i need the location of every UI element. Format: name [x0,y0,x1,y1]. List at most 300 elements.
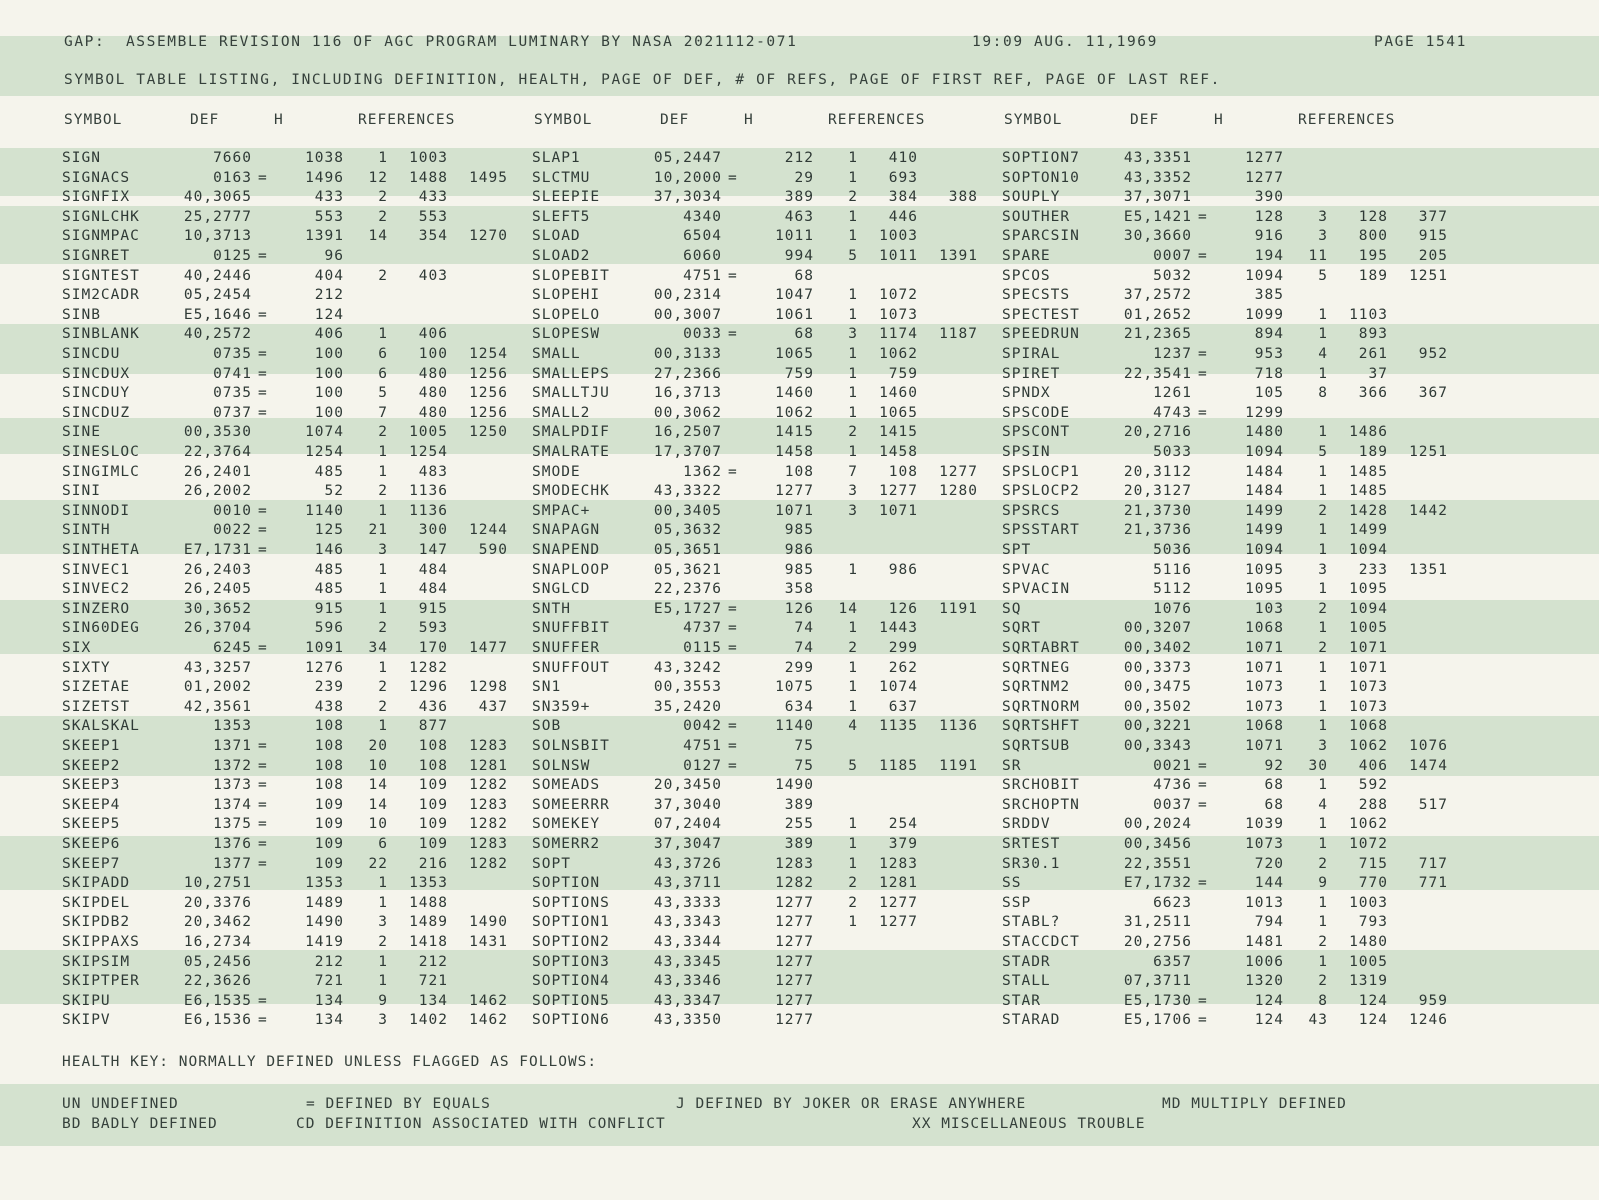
symbol-name: SNTH [532,600,571,617]
health-flag: = [258,1012,268,1029]
health-flag: = [258,346,268,362]
def-page: 68 [794,326,814,343]
symbol-name: SINVEC2 [62,581,131,598]
first-ref-page: 1136 [409,483,448,500]
last-ref-page: 1246 [1409,1012,1448,1029]
symbol-name: SOMERR2 [532,836,601,852]
symbol-name: SPSLOCP2 [1002,483,1080,500]
health-flag: = [258,796,268,813]
def-page: 299 [784,659,814,676]
symbol-name: SINCDUY [62,385,131,402]
first-ref-page: 406 [418,326,448,343]
first-ref-page: 986 [888,561,918,578]
def-value: 1375 [213,816,252,833]
def-value: 00,3405 [653,502,722,519]
def-page: 92 [1264,757,1284,774]
ref-count: 2 [378,267,388,284]
symbol-name: SQRTNM2 [1002,679,1071,696]
symbol-name: SOPTION5 [532,992,610,1009]
ref-count: 1 [1318,581,1328,598]
def-value: 00,2024 [1123,816,1192,833]
first-ref-page: 877 [418,718,448,735]
ref-count: 5 [1318,267,1328,284]
first-ref-page: 1094 [1349,600,1388,617]
last-ref-page: 1256 [469,365,508,382]
last-ref-page: 915 [1418,228,1448,245]
health-flag: = [258,855,268,872]
symbol-name: SIZETST [62,698,131,715]
first-ref-page: 1353 [409,875,448,892]
ref-count: 5 [378,385,388,402]
symbol-name: SKIPPAXS [62,934,140,950]
def-page: 916 [1254,228,1284,245]
first-ref-page: 1094 [1349,542,1388,558]
ref-count: 1 [848,444,858,460]
last-ref-page: 1283 [469,796,508,813]
symbol-name: STABL? [1002,914,1061,931]
def-value: 5032 [1153,267,1192,284]
def-value: 25,2777 [183,208,252,225]
ref-count: 2 [848,640,858,656]
health-flag: = [258,777,268,794]
health-flag: = [728,757,738,774]
def-page: 1419 [305,934,344,950]
symbol-name: SPSSTART [1002,522,1080,539]
symbol-name: SINESLOC [62,444,140,460]
def-page: 144 [1254,875,1284,892]
def-value: 26,3704 [183,620,252,637]
symbol-name: SIGNFIX [62,189,131,206]
def-value: 30,3652 [183,600,252,617]
first-ref-page: 1485 [1349,483,1388,500]
first-ref-page: 1003 [409,150,448,166]
ref-count: 3 [1318,228,1328,245]
symbol-name: SNUFFOUT [532,659,610,676]
def-value: 4751 [683,267,722,284]
ref-count: 21 [368,522,388,539]
def-page: 1062 [775,404,814,421]
last-ref-page: 1191 [939,600,978,617]
def-page: 390 [1254,189,1284,206]
last-ref-page: 1250 [469,424,508,441]
ref-count: 22 [368,855,388,872]
def-page: 109 [314,796,344,813]
first-ref-page: 261 [1358,346,1388,362]
symbol-name: SPARE [1002,248,1051,264]
symbol-name: STACCDCT [1002,934,1080,950]
ref-count: 1 [848,404,858,421]
ref-count: 1 [848,150,858,166]
symbol-name: SN359+ [532,698,591,715]
symbol-name: SKEEP5 [62,816,121,833]
def-value: 27,2366 [653,365,722,382]
def-value: 43,3711 [653,875,722,892]
def-page: 994 [784,248,814,264]
first-ref-page: 1174 [879,326,918,343]
def-value: 43,3242 [653,659,722,676]
last-ref-page: 1442 [1409,502,1448,519]
symbol-name: SMALRATE [532,444,610,460]
first-ref-page: 189 [1358,444,1388,460]
def-value: 21,3736 [1123,522,1192,539]
ref-count: 1 [848,561,858,578]
symbol-name: SKIPU [62,992,111,1009]
symbol-name: SMODECHK [532,483,610,500]
first-ref-page: 1072 [879,287,918,304]
last-ref-page: 1136 [939,718,978,735]
def-page: 721 [314,973,344,990]
def-value: 00,3475 [1123,679,1192,696]
symbol-name: SNAPAGN [532,522,601,539]
symbol-name: SNAPEND [532,542,601,558]
ref-count: 1 [848,365,858,382]
ref-count: 1 [378,659,388,676]
def-value: 10,3713 [183,228,252,245]
ref-count: 1 [378,150,388,166]
ref-count: 1 [378,600,388,617]
def-page: 1489 [305,894,344,911]
ref-count: 1 [1318,894,1328,911]
health-key-joker: J DEFINED BY JOKER OR ERASE ANYWHERE [676,1096,1027,1112]
ref-count: 3 [378,914,388,931]
ref-count: 1 [848,914,858,931]
health-key-bd: BD BADLY DEFINED [62,1116,218,1132]
symbol-name: SOPTION2 [532,934,610,950]
health-flag: = [258,542,268,558]
symbol-name: SLOPELO [532,306,601,323]
ref-count: 1 [848,306,858,323]
first-ref-page: 592 [1358,777,1388,794]
def-value: 26,2403 [183,561,252,578]
last-ref-page: 1251 [1409,267,1448,284]
health-key-xx: XX MISCELLANEOUS TROUBLE [912,1116,1146,1132]
def-page: 134 [314,1012,344,1029]
health-flag: = [258,365,268,382]
def-value: 05,3621 [653,561,722,578]
def-value: 05,3632 [653,522,722,539]
def-page: 915 [314,600,344,617]
def-value: 20,3112 [1123,463,1192,480]
health-flag: = [258,757,268,774]
first-ref-page: 1065 [879,404,918,421]
symbol-name: SNUFFBIT [532,620,610,637]
def-value: 30,3660 [1123,228,1192,245]
def-value: 4751 [683,738,722,754]
last-ref-page: 388 [948,189,978,206]
ref-count: 3 [1318,561,1328,578]
last-ref-page: 771 [1418,875,1448,892]
symbol-name: SPIRET [1002,365,1061,382]
ref-count: 1 [848,816,858,833]
ref-count: 2 [378,934,388,950]
ref-count: 3 [848,326,858,343]
def-value: 0033 [683,326,722,343]
first-ref-page: 379 [888,836,918,852]
def-value: 43,3350 [653,1012,722,1029]
first-ref-page: 288 [1358,796,1388,813]
last-ref-page: 437 [478,698,508,715]
def-value: 40,3065 [183,189,252,206]
last-ref-page: 1281 [469,757,508,774]
last-ref-page: 1490 [469,914,508,931]
health-flag: = [258,248,268,264]
first-ref-page: 1005 [409,424,448,441]
def-value: 0022 [213,522,252,539]
ref-count: 2 [848,894,858,911]
def-value: 20,3376 [183,894,252,911]
symbol-name: SINCDU [62,346,121,362]
health-flag: = [258,404,268,421]
symbol-name: SPSCODE [1002,404,1071,421]
symbol-name: SOMEERRR [532,796,610,813]
symbol-name: SOLNSW [532,757,591,774]
last-ref-page: 590 [478,542,508,558]
def-value: 01,2002 [183,679,252,696]
symbol-col-header: SYMBOL [534,112,593,128]
symbol-col-header: SYMBOL [1004,112,1063,128]
def-value: 20,3462 [183,914,252,931]
def-value: 22,3541 [1123,365,1192,382]
def-page: 109 [314,816,344,833]
first-ref-page: 108 [418,757,448,774]
def-page: 1277 [775,483,814,500]
def-value: 0037 [1153,796,1192,813]
def-value: 26,2401 [183,463,252,480]
first-ref-page: 384 [888,189,918,206]
first-ref-page: 1486 [1349,424,1388,441]
symbol-name: SOPTION1 [532,914,610,931]
def-page: 1068 [1245,620,1284,637]
symbol-name: SNUFFER [532,640,601,656]
health-flag: = [258,640,268,656]
def-page: 389 [784,796,814,813]
def-value: 40,2446 [183,267,252,284]
symbol-name: SNAPLOOP [532,561,610,578]
def-value: 5033 [1153,444,1192,460]
def-page: 75 [794,757,814,774]
last-ref-page: 1391 [939,248,978,264]
symbol-name: SR [1002,757,1022,774]
def-page: 1299 [1245,404,1284,421]
first-ref-page: 1185 [879,757,918,774]
last-ref-page: 1282 [469,855,508,872]
def-value: 1261 [1153,385,1192,402]
symbol-name: SKALSKAL [62,718,140,735]
last-ref-page: 1474 [1409,757,1448,774]
def-value: 17,3707 [653,444,722,460]
ref-count: 1 [1318,542,1328,558]
def-page: 1013 [1245,894,1284,911]
health-flag: = [1198,365,1208,382]
def-value: 6623 [1153,894,1192,911]
def-value: 43,3351 [1123,150,1192,166]
def-value: 10,2000 [653,169,722,186]
health-key-cd: CD DEFINITION ASSOCIATED WITH CONFLICT [296,1116,666,1132]
first-ref-page: 1071 [1349,659,1388,676]
symbol-name: SRCHOBIT [1002,777,1080,794]
health-flag: = [728,169,738,186]
ref-count: 2 [848,189,858,206]
def-page: 1006 [1245,953,1284,970]
def-page: 108 [314,738,344,754]
def-value: 00,3133 [653,346,722,362]
symbol-name: SMALLTJU [532,385,610,402]
ref-count: 1 [1318,306,1328,323]
ref-count: 1 [1318,522,1328,539]
def-value: 6504 [683,228,722,245]
symbol-name: SKEEP2 [62,757,121,774]
ref-count: 2 [1318,600,1328,617]
ref-count: 1 [848,698,858,715]
def-page: 794 [1254,914,1284,931]
def-page: 68 [1264,777,1284,794]
def-value: 4340 [683,208,722,225]
first-ref-page: 1073 [1349,679,1388,696]
def-value: 20,3450 [653,777,722,794]
def-value: 21,3730 [1123,502,1192,519]
symbol-name: SIGNMPAC [62,228,140,245]
ref-count: 11 [1308,248,1328,264]
def-value: E5,1727 [653,600,722,617]
references-col-header: REFERENCES [358,112,456,128]
ref-count: 1 [848,620,858,637]
def-page: 1484 [1245,483,1284,500]
ref-count: 1 [1318,463,1328,480]
def-value: 43,3352 [1123,169,1192,186]
first-ref-page: 436 [418,698,448,715]
health-flag: = [728,640,738,656]
def-value: 16,2734 [183,934,252,950]
def-value: 43,3333 [653,894,722,911]
first-ref-page: 446 [888,208,918,225]
def-page: 1277 [775,973,814,990]
def-value: 26,2002 [183,483,252,500]
first-ref-page: 1103 [1349,306,1388,323]
ref-count: 1 [378,326,388,343]
first-ref-page: 124 [1358,992,1388,1009]
symbol-name: SOUPLY [1002,189,1061,206]
def-page: 108 [314,757,344,774]
last-ref-page: 1191 [939,757,978,774]
ref-count: 2 [378,620,388,637]
first-ref-page: 433 [418,189,448,206]
def-page: 52 [324,483,344,500]
ref-count: 3 [848,502,858,519]
def-value: 43,3343 [653,914,722,931]
def-page: 100 [314,346,344,362]
def-value: 1372 [213,757,252,774]
def-value: 00,3062 [653,404,722,421]
ref-count: 1 [848,659,858,676]
symbol-name: SQRTABRT [1002,640,1080,656]
first-ref-page: 1062 [1349,816,1388,833]
symbol-name: SPSRCS [1002,502,1061,519]
symbol-name: SMALLEPS [532,365,610,382]
def-page: 385 [1254,287,1284,304]
ref-count: 7 [378,404,388,421]
ref-count: 30 [1308,757,1328,774]
def-value: 5036 [1153,542,1192,558]
last-ref-page: 717 [1418,855,1448,872]
def-value: 0735 [213,346,252,362]
def-page: 1484 [1245,463,1284,480]
symbol-name: SIGN [62,150,101,166]
ref-count: 1 [848,346,858,362]
def-page: 1480 [1245,424,1284,441]
first-ref-page: 480 [418,385,448,402]
def-value: 37,3034 [653,189,722,206]
symbol-name: SMPAC+ [532,502,591,519]
symbol-name: SPT [1002,542,1032,558]
def-page: 1095 [1245,561,1284,578]
health-col-header: H [274,112,284,128]
symbol-name: SIGNLCHK [62,208,140,225]
first-ref-page: 1296 [409,679,448,696]
def-page: 74 [794,640,814,656]
symbol-name: SPNDX [1002,385,1051,402]
def-page: 1277 [775,992,814,1009]
health-flag: = [258,836,268,852]
def-value: 20,2756 [1123,934,1192,950]
symbol-name: STALL [1002,973,1051,990]
def-page: 146 [314,542,344,558]
def-value: 31,2511 [1123,914,1192,931]
def-value: 00,3221 [1123,718,1192,735]
def-value: 10,2751 [183,875,252,892]
first-ref-page: 1073 [879,306,918,323]
health-flag: = [1198,404,1208,421]
ref-count: 1 [1318,365,1328,382]
def-page: 96 [324,248,344,264]
first-ref-page: 354 [418,228,448,245]
ref-count: 1 [1318,620,1328,637]
ref-count: 2 [1318,855,1328,872]
symbol-name: SLOPESW [532,326,601,343]
def-page: 29 [794,169,814,186]
symbol-name: SINGIMLC [62,463,140,480]
def-value: 0010 [213,502,252,519]
symbol-name: SR30.1 [1002,855,1061,872]
def-value: 5112 [1153,581,1192,598]
ref-count: 1 [848,385,858,402]
def-page: 1277 [775,934,814,950]
def-value: 37,3071 [1123,189,1192,206]
first-ref-page: 1003 [879,228,918,245]
first-ref-page: 1072 [1349,836,1388,852]
def-page: 1277 [1245,150,1284,166]
first-ref-page: 212 [418,953,448,970]
ref-count: 2 [848,424,858,441]
first-ref-page: 1254 [409,444,448,460]
listing-subtitle: SYMBOL TABLE LISTING, INCLUDING DEFINITION, HEALTH, PAGE OF DEF, # OF REFS, PAGE OF FIRST REF, PAGE OF LAST REF. [64,72,1221,88]
def-page: 1277 [775,1012,814,1029]
def-value: 35,2420 [653,698,722,715]
symbol-name: SOPTIONS [532,894,610,911]
first-ref-page: 1283 [879,855,918,872]
symbol-name: SPSLOCP1 [1002,463,1080,480]
def-page: 1094 [1245,444,1284,460]
symbol-name: SKEEP3 [62,777,121,794]
first-ref-page: 1136 [409,502,448,519]
ref-count: 2 [1318,502,1328,519]
def-page: 985 [784,561,814,578]
first-ref-page: 1480 [1349,934,1388,950]
first-ref-page: 109 [418,816,448,833]
symbol-name: SLCTMU [532,169,591,186]
symbol-name: SPARCSIN [1002,228,1080,245]
ref-count: 4 [1318,796,1328,813]
def-value: 1237 [1153,346,1192,362]
